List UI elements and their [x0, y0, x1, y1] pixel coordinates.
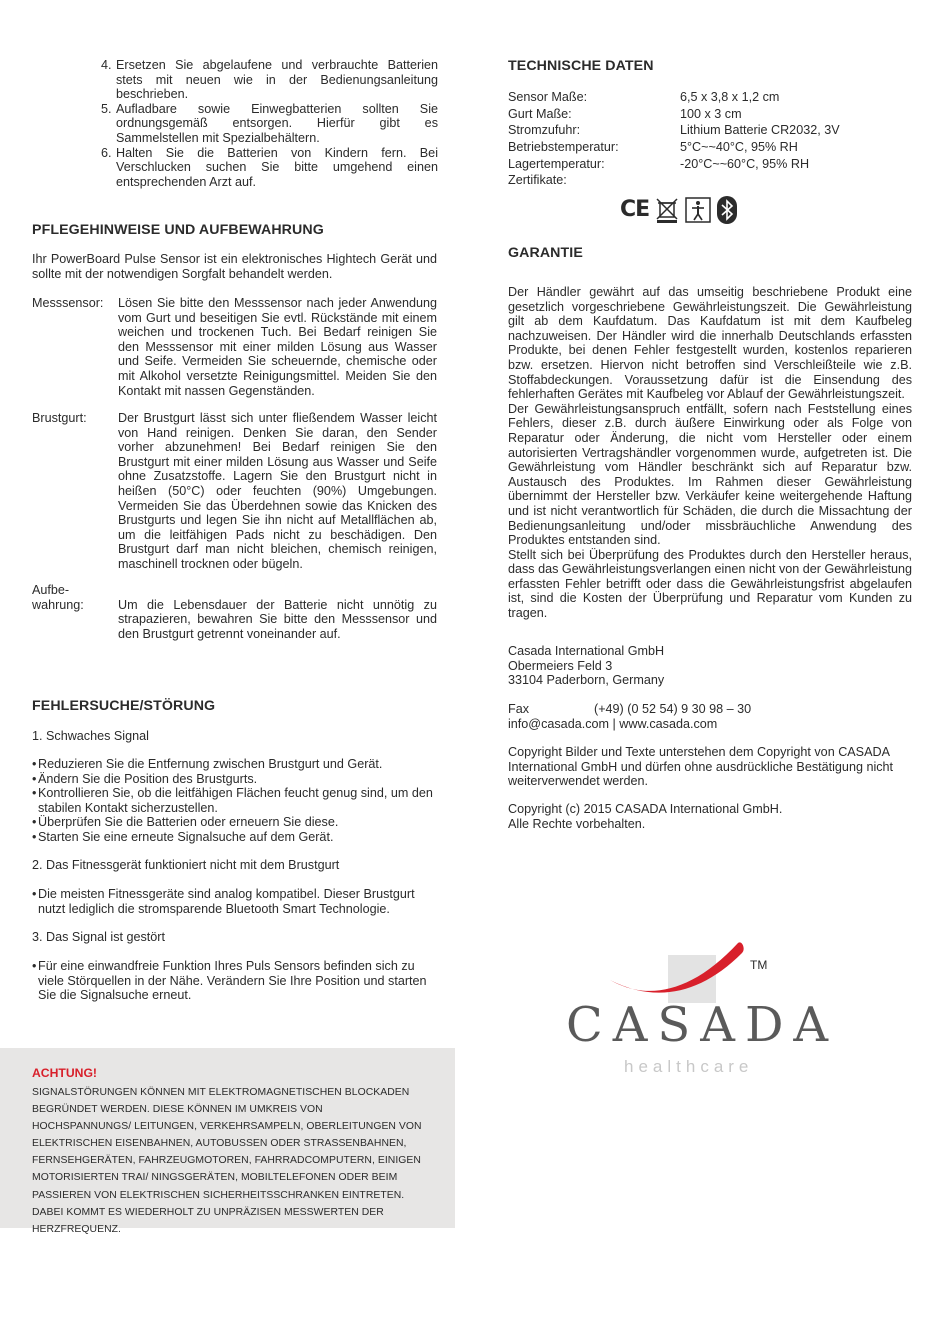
- list-item: • Kontrollieren Sie, ob die leitfähigen Flächen feucht genug sind, um den stabilen Kontakt sicherzustellen.: [32, 786, 437, 815]
- list-item: [101, 58, 438, 102]
- list-item: • Überprüfen Sie die Batterien oder erneuern Sie diese.: [32, 815, 437, 830]
- care-belt-label: Brustgurt:: [32, 411, 87, 425]
- tech-value: 6,5 x 3,8 x 1,2 cm: [680, 90, 780, 104]
- table-row: [508, 123, 912, 140]
- bluetooth-icon: [717, 196, 737, 224]
- tech-value: 5°C~~40°C, 95% RH: [680, 140, 798, 155]
- copyright-line: [508, 802, 912, 831]
- list-text: Halten Sie die Batterien von Kindern fern. Bei Verschlucken suchen Sie bitte umgehend einen entsprechenden Arzt auf.: [116, 145, 438, 189]
- contact-links[interactable]: info@casada.com | www.casada.com: [508, 716, 718, 731]
- company-city: 33104 Paderborn, Germany: [508, 673, 665, 688]
- casada-logo: [560, 935, 850, 1080]
- care-sensor-label: Messsensor:: [32, 296, 104, 310]
- trouble-heading-2: 2. Das Fitnessgerät funktioniert nicht mit dem Brustgurt: [32, 858, 340, 872]
- care-intro: Ihr PowerBoard Pulse Sensor ist ein elektronisches Hightech Gerät und sollte mit der notwendigen Sorgfalt behandelt werden.: [32, 252, 437, 281]
- garantie-paragraph-3: Stellt sich bei Überprüfung des Produktes durch den Hersteller heraus, dass das Gewährleistungsverlangen einen nicht von der Gewährleistung erfassten Fehler betrifft oder dass die Gewährleistungsfrist abgelaufen ist, sind die Kosten der Überprüfung und Reparatur vom Kunden zu tragen.: [508, 547, 912, 621]
- care-section-title: PFLEGEHINWEISE UND AUFBEWAHRUNG: [32, 222, 324, 238]
- table-row: [508, 140, 912, 157]
- trouble-section-title: FEHLERSUCHE/STÖRUNG: [32, 698, 216, 714]
- copyright-rights: Alle Rechte vorbehalten.: [508, 816, 646, 831]
- list-number: 5.: [101, 101, 112, 116]
- table-row: [508, 107, 912, 124]
- table-row: [508, 173, 912, 190]
- list-text: Aufladbare sowie Einwegbatterien sollten Sie ordnungsgemäß entsorgen. Hierfür gibt es Sammelstellen mit Spezialbehältern.: [116, 101, 438, 145]
- logo-tagline: healthcare: [624, 1057, 754, 1076]
- tech-key: Sensor Maße:: [508, 90, 588, 104]
- copyright-notice: Copyright Bilder und Texte unterstehen dem Copyright von CASADA International GmbH und dürfen ohne ausdrückliche Bestätigung nicht weiterverwendet werden.: [508, 745, 894, 789]
- fax-row: [508, 702, 912, 717]
- fax-number: (+49) (0 52 54) 9 30 98 – 30: [594, 702, 752, 716]
- list-item: • Ändern Sie die Position des Brustgurts.: [32, 772, 437, 787]
- trouble-heading-1: 1. Schwaches Signal: [32, 729, 149, 743]
- care-sensor-text: Lösen Sie bitte den Messsensor nach jeder Anwendung vom Gurt und beseitigen Sie evtl. Rückstände mit einem weichen und trockenen Tuch. Bei Bedarf reinigen Sie den Messsensor mit einer milden Lösung aus Wasser und Seife. Vermeiden Sie scheuernde, chemische oder mit Alkohol versetzte Reinigungsmittel. Meiden Sie den Kontakt mit nassen Gegenständen.: [118, 296, 437, 398]
- garantie-text: [508, 285, 912, 621]
- care-belt-block: [32, 411, 437, 571]
- casada-logo-graphic: [560, 935, 850, 1080]
- list-item: • Reduzieren Sie die Entfernung zwischen Brustgurt und Gerät.: [32, 757, 437, 772]
- ce-mark-icon: [620, 198, 649, 222]
- tech-value: Lithium Batterie CR2032, 3V: [680, 123, 840, 138]
- list-number: 6.: [101, 145, 112, 160]
- company-name: Casada International GmbH: [508, 644, 665, 658]
- copyright-year: Copyright (c) 2015 CASADA International GmbH.: [508, 802, 783, 816]
- list-item: [101, 102, 438, 146]
- battery-instructions-list: [101, 58, 438, 189]
- tech-value: 100 x 3 cm: [680, 106, 742, 121]
- care-belt-text: Der Brustgurt lässt sich unter fließendem Wasser leicht von Hand reinigen. Denken Sie daran, den Sender vorher abzunehmen! Bei Bedarf reinigen Sie den Brustgurt mit einer milden Lösung aus Wasser und Seife ohne Zusatzstoffe. Lagern Sie den Brustgurt nicht in heißen (50°C) oder feuchten (90%) Umgebungen. Vermeiden Sie das Überdehnen sowie das Knicken des Brustgurts und legen Sie ihn nicht auf Metallflächen ab, um die leitfähigen Pads nicht zu beschädigen. Den Brustgurt darf man nicht bleichen, chemisch reinigen, maschinell trocknen oder bügeln.: [118, 411, 437, 571]
- list-item: • Die meisten Fitnessgeräte sind analog kompatibel. Dieser Brustgurt nutzt lediglich die stromsparende Bluetooth Smart Technologie.: [32, 887, 437, 916]
- tech-key: Zertifikate:: [508, 173, 567, 188]
- company-street: Obermeiers Feld 3: [508, 658, 613, 673]
- garantie-paragraph-2: Der Gewährleistungsanspruch entfällt, sofern nach Feststellung eines Fehlers, dieser z.B. durch äußere Einwirkung oder als Folge von Reparatur oder Änderung, die nicht vom Hersteller oder einem autorisierten Vertragshändler vorgenommen wurde, aufgetreten ist. Die Gewährleistung vom Händler beschränkt sich auf Reparatur bzw. Austausch des Produktes. Im Rahmen dieser Gewährleistung übernimmt der Hersteller bzw. Verkäufer keine weitergehende Haftung und ist nicht verantwortlich für Schäden, die durch die Missachtung der Bedienungsanleitung und/oder missbräuchliche Anwendung des Produktes entstanden sind.: [508, 401, 912, 548]
- garantie-paragraph-1: Der Händler gewährt auf das umseitig beschriebene Produkt eine gesetzlich vorgeschriebene Gewährleistungszeit. Die Gewährleistung gilt ab dem Kaufdatum. Das Kaufdatum ist mit dem Kaufbeleg nachzuweisen. Der Händler wird die innerhalb Deutschlands erfassten Produkte, bei denen Fehler festgestellt wurden, kostenlos reparieren bzw. ersetzen. Hiervon nicht betroffen sind Verschleißteile wie z.B. Stoffabdeckungen. Voraussetzung dafür ist die Einsendung des fehlerhaften Gerätes mit Kaufbeleg vor Ablauf der Gewährleistungszeit.: [508, 285, 912, 402]
- list-item: [101, 146, 438, 190]
- garantie-section-title: GARANTIE: [508, 245, 583, 261]
- care-storage-block: [32, 583, 437, 643]
- weee-bin-icon: [655, 197, 679, 223]
- tech-data-table: [508, 90, 912, 190]
- trouble-heading-3: 3. Das Signal ist gestört: [32, 930, 165, 944]
- tech-key: Gurt Maße:: [508, 106, 572, 121]
- tech-key: Betriebstemperatur:: [508, 140, 619, 155]
- trouble-list-2: [32, 887, 437, 916]
- care-storage-label: [32, 583, 118, 612]
- trouble-list-1: [32, 757, 437, 845]
- care-sensor-block: [32, 296, 437, 400]
- list-item: • Für eine einwandfreie Funktion Ihres Puls Sensors befinden sich zu viele Störquellen in der Nähe. Verändern Sie Ihre Position und starten Sie die Signalsuche erneut.: [32, 959, 437, 1003]
- care-storage-text: Um die Lebensdauer der Batterie nicht unnötig zu strapazieren, bewahren Sie bitte den Messsensor und den Brustgurt getrennt voneinander auf.: [118, 597, 437, 641]
- logo-tm: TM: [750, 958, 768, 972]
- list-number: 4.: [101, 58, 112, 72]
- certificate-icons: [620, 196, 743, 224]
- tech-section-title: TECHNISCHE DATEN: [508, 58, 654, 74]
- care-storage-label-line2: wahrung:: [32, 597, 84, 612]
- table-row: [508, 157, 912, 174]
- company-contact: [508, 702, 912, 731]
- tech-value: -20°C~~60°C, 95% RH: [680, 156, 810, 171]
- warning-text: SIGNALSTÖRUNGEN KÖNNEN MIT ELEKTROMAGNETISCHEN BLOCKADEN BEGRÜNDET WERDEN. DIESE KÖNNEN IM UMKREIS VON HOCHSPANNUNGS/ LEITUNGEN, VERKEHRSAMPELN, OBERLEITUNGEN VON ELEKTRISCHEN EISENBAHNEN, AUTOBUSSEN ODER STRASSENBAHNEN, FERNSEHGERÄTEN, FAHRZEUGMOTOREN, FAHRRADCOMPUTERN, EINIGEN MOTORISIERTEN TRAI/ NINGSGERÄTEN, MOBILTELEFONEN ODER BEIM PASSIEREN VON ELEKTRISCHEN SICHERHEITSSCHRANKEN EINTRETEN. DABEI KOMMT ES WIEDERHOLT ZU UNPRÄZISEN MESSWERTEN DER HERZFREQUENZ.: [32, 1087, 422, 1235]
- trouble-list-3: [32, 959, 437, 1003]
- list-item: • Starten Sie eine erneute Signalsuche auf dem Gerät.: [32, 830, 437, 845]
- company-address: [508, 644, 912, 688]
- type-bf-icon: [685, 197, 711, 223]
- table-row: [508, 90, 912, 107]
- warning-title: ACHTUNG!: [32, 1066, 97, 1080]
- ce-mark-text: CE: [620, 197, 650, 222]
- fax-label: Fax: [508, 702, 529, 716]
- care-storage-label-line1: Aufbe-: [32, 583, 70, 597]
- tech-key: Lagertemperatur:: [508, 156, 605, 171]
- list-text: Ersetzen Sie abgelaufene und verbrauchte Batterien stets mit neuen wie in der Bedienungsanleitung beschrieben.: [116, 58, 438, 102]
- tech-key: Stromzufuhr:: [508, 123, 581, 138]
- logo-brand: CASADA: [566, 997, 839, 1053]
- warning-box: [0, 1048, 455, 1235]
